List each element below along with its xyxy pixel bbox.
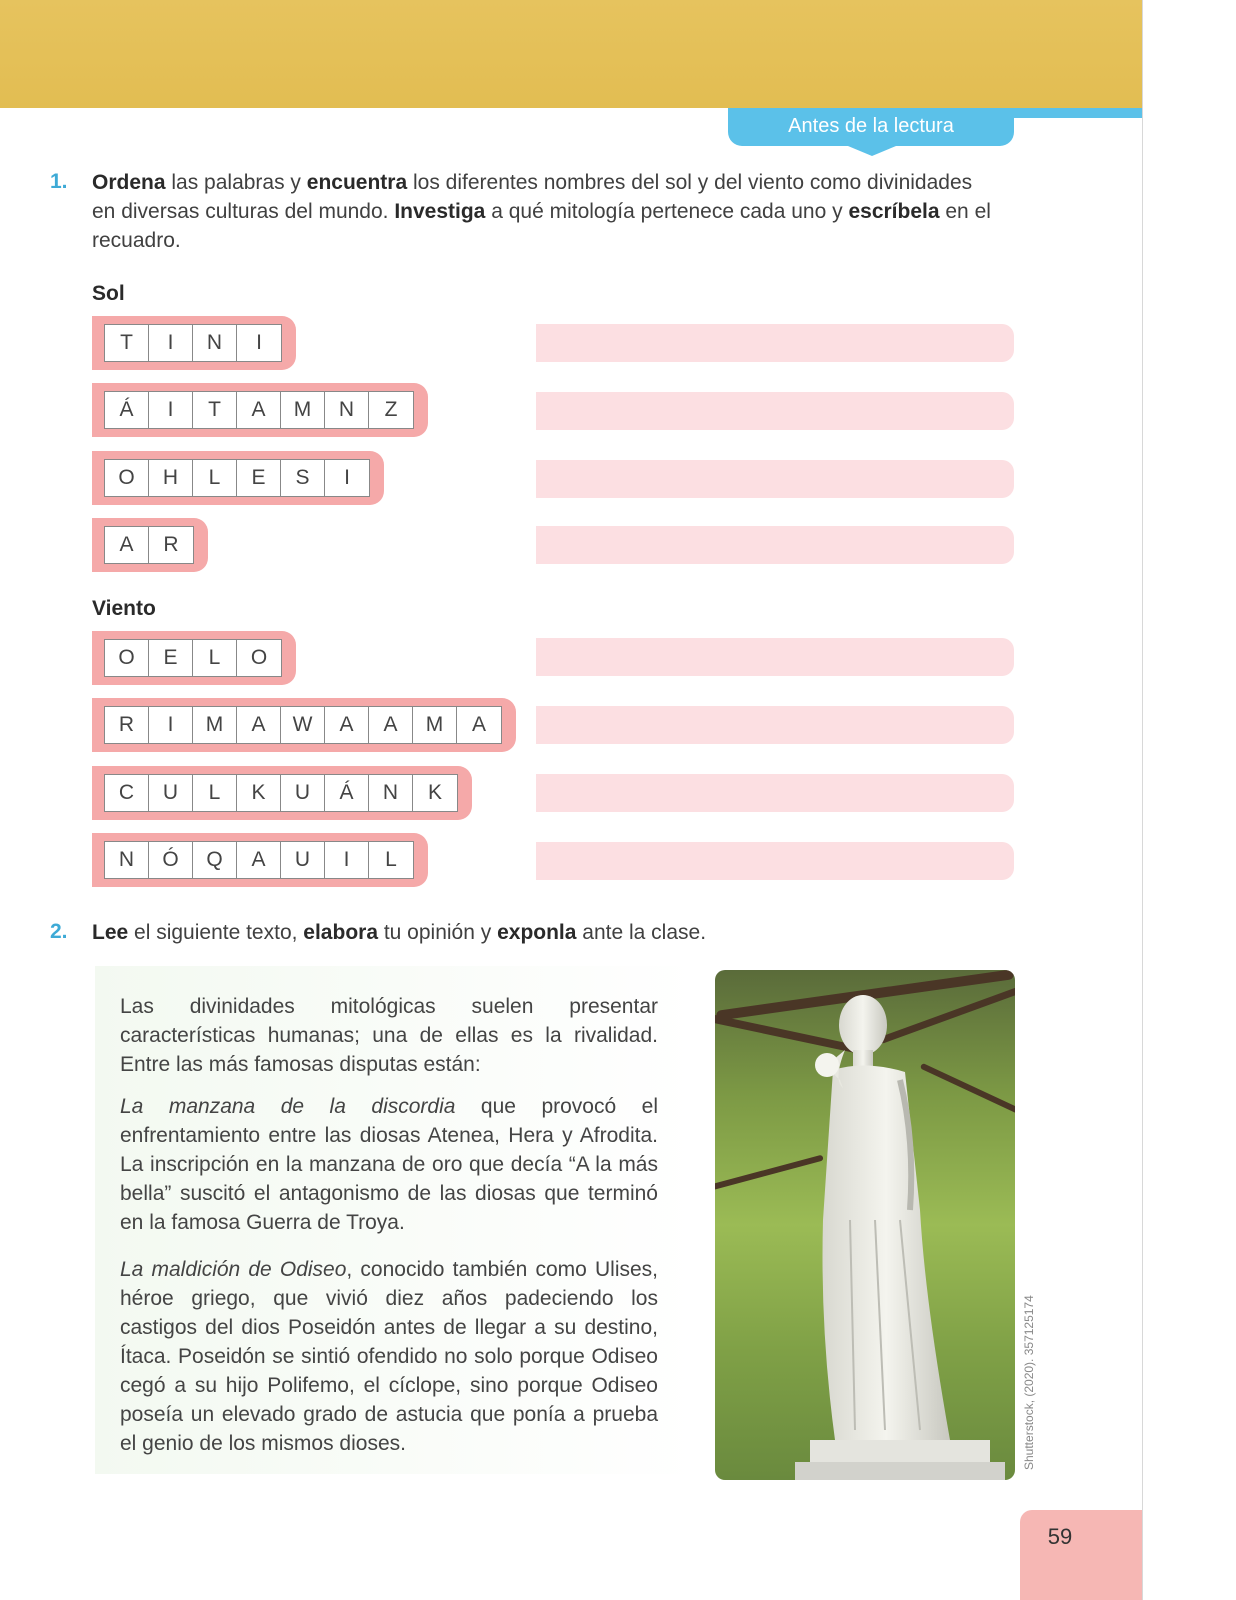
letter-tile: N: [369, 775, 413, 811]
letter-tile: N: [105, 842, 149, 878]
letter-tile: E: [237, 460, 281, 496]
letter-tile: A: [325, 707, 369, 743]
page-number: 59: [1047, 1524, 1073, 1549]
letter-tile: M: [281, 392, 325, 428]
letter-tile: N: [193, 325, 237, 361]
letter-tile: U: [149, 775, 193, 811]
letter-tile: I: [256, 331, 262, 354]
reading-paragraph-1: Las divinidades mitológicas suelen presentar características humanas; una de ellas es la rivalidad. Entre las más famosas disputas están:: [120, 995, 658, 1076]
letter-tile: U: [281, 842, 325, 878]
sol-letter-box-2: [104, 391, 414, 429]
sol-word-2: [92, 383, 428, 437]
letter-tile: T: [105, 325, 149, 361]
viento-letter-box-2: [104, 706, 502, 744]
letter-tile: C: [105, 775, 149, 811]
letter-tile: N: [325, 392, 369, 428]
letter-tile: H: [149, 460, 193, 496]
answer-field-viento-3[interactable]: [536, 774, 1014, 812]
letter-tile: A: [237, 842, 281, 878]
letter-tile: E: [149, 640, 193, 676]
letter-tile: K: [237, 775, 281, 811]
sol-letter-box-1: [104, 324, 282, 362]
sol-word-3: [92, 451, 384, 505]
letter-tile: A: [237, 392, 281, 428]
instruction-line-1: Ordena las palabras y encuentra los diferentes nombres del sol y del viento como divinidades: [92, 171, 973, 194]
letter-tile: A: [105, 527, 149, 563]
reading-paragraph-3: La maldición de Odiseo, conocido también como Ulises, héroe griego, que vivió diez años padeciendo los castigos del dios Poseidón antes de llegar a su destino, Ítaca. Poseidón se sintió ofendido no solo porque Odiseo cegó a su hijo Polifemo, el cíclope, sino porque Odiseo poseía un elevado grado de astucia que ponía a prueba el genio de los mismos dioses.: [120, 1258, 658, 1455]
viento-letter-box-3: [104, 774, 458, 812]
letter-tile: W: [281, 707, 325, 743]
page-edge: [1142, 0, 1143, 1600]
viento-word-4: [92, 833, 428, 887]
answer-field-viento-2[interactable]: [536, 706, 1014, 744]
letter-tile: U: [281, 775, 325, 811]
viento-letter-box-1: [104, 639, 282, 677]
answer-field-sol-3[interactable]: [536, 460, 1014, 498]
letter-tile: K: [427, 781, 442, 804]
answer-field-viento-1[interactable]: [536, 638, 1014, 676]
letter-tile: O: [250, 646, 268, 669]
statue-illustration: [715, 970, 1015, 1480]
header-strip: [1014, 108, 1142, 118]
reading-paragraph-2: La manzana de la discordia que provocó el enfrentamiento entre las diosas Atenea, Hera y Afrodita. La inscripción en la manzana de oro que decía “A la más bella” suscitó el antagonismo de las diosas que terminó en la famosa Guerra de Troya.: [120, 1095, 658, 1234]
letter-tile: Á: [325, 775, 369, 811]
letter-tile: A: [369, 707, 413, 743]
sol-letter-box-3: [104, 459, 370, 497]
answer-field-viento-4[interactable]: [536, 842, 1014, 880]
exercise-1-number: 1.: [50, 170, 68, 193]
answer-field-sol-4[interactable]: [536, 526, 1014, 564]
answer-field-sol-1[interactable]: [536, 324, 1014, 362]
letter-tile: R: [163, 533, 179, 556]
section-tab: Antes de la lectura: [728, 108, 1014, 146]
sol-heading: Sol: [92, 282, 125, 305]
viento-letter-box-4: [104, 841, 414, 879]
sol-word-1: [92, 316, 296, 370]
letter-tile: I: [149, 325, 193, 361]
viento-word-3: [92, 766, 472, 820]
letter-tile: L: [193, 640, 237, 676]
statue-photo: [715, 970, 1015, 1480]
viento-word-1: [92, 631, 296, 685]
letter-tile: I: [149, 707, 193, 743]
viento-heading: Viento: [92, 597, 156, 620]
letter-tile: Á: [105, 392, 149, 428]
letter-tile: A: [237, 707, 281, 743]
exercise-2-number: 2.: [50, 920, 68, 943]
letter-tile: M: [413, 707, 457, 743]
letter-tile: T: [193, 392, 237, 428]
instruction-line-3: recuadro.: [92, 229, 181, 252]
letter-tile: Ó: [149, 842, 193, 878]
letter-tile: O: [105, 460, 149, 496]
instruction-line-2: en diversas culturas del mundo. Investiga a qué mitología pertenece cada uno y escríbela en el: [92, 200, 991, 223]
letter-tile: Q: [193, 842, 237, 878]
letter-tile: M: [193, 707, 237, 743]
exercise-1-instruction: [92, 168, 1012, 255]
exercise-2-instruction: Lee el siguiente texto, elabora tu opinión y exponla ante la clase.: [92, 921, 707, 944]
letter-tile: R: [105, 707, 149, 743]
letter-tile: L: [193, 460, 237, 496]
header-band: [0, 0, 1142, 108]
letter-tile: A: [471, 713, 486, 736]
letter-tile: I: [344, 466, 350, 489]
letter-tile: S: [281, 460, 325, 496]
viento-word-2: [92, 698, 516, 752]
letter-tile: Z: [384, 398, 398, 421]
letter-tile: I: [149, 392, 193, 428]
answer-field-sol-2[interactable]: [536, 392, 1014, 430]
letter-tile: L: [385, 848, 397, 871]
letter-tile: I: [325, 842, 369, 878]
sol-word-4: [92, 518, 208, 572]
letter-tile: O: [105, 640, 149, 676]
photo-credit: Shutterstock, (2020). 357125174: [1022, 1295, 1036, 1470]
letter-tile: L: [193, 775, 237, 811]
sol-letter-box-4: [104, 526, 194, 564]
